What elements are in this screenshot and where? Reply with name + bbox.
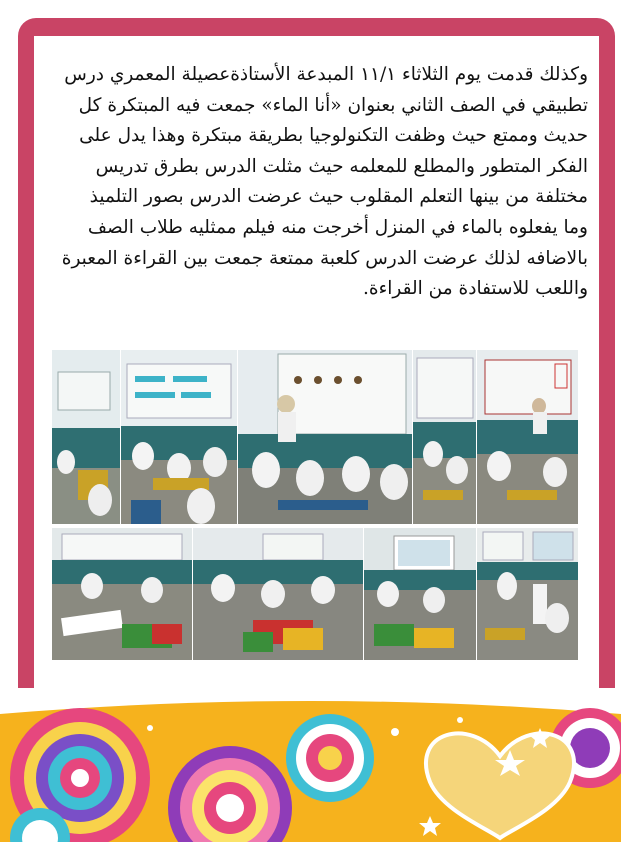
article-line-7: بالاضافه لذلك عرضت الدرس كلعبة ممتعة جمعت بين القراءة المعبرة [61,247,588,269]
article-line-5: مختلفة من بينها التعلم المقلوب حيث عرضت الدرس بصور التلميذ [89,186,588,208]
article-line-1: وكذلك قدمت يوم الثلاثاء ١١/١ المبدعة الأستاذةعصيلة المعمري درس [64,64,588,85]
article-line-2: تطبيقي في الصف الثاني بعنوان «أنا الماء» جمعت فيه المبتكرة كل [78,94,588,116]
classroom-photo-3 [238,350,412,524]
classroom-photo-4 [413,350,476,524]
article-line-6: وما يفعلوه بالماء في المنزل أخرجت منه فيلم ممثليه طلاب الصف [87,216,588,238]
article-line-4: الفكر المتطور والمطلع للمعلمه حيث مثلت الدرس بطرق تدريس [95,155,588,177]
classroom-photo-5 [477,350,578,524]
swirl-decoration-banner [0,688,621,842]
article-text [48,60,588,305]
classroom-photo-7 [193,528,363,660]
classroom-photo-6 [52,528,192,660]
classroom-photo-2 [121,350,237,524]
classroom-photo-collage [52,350,578,660]
classroom-photo-1 [52,350,120,524]
article-line-8: واللعب للاستفادة من القراءة. [363,278,588,300]
classroom-photo-8 [364,528,476,660]
classroom-photo-9 [477,528,578,660]
article-line-3: حديث وممتع حيث وظفت التكنولوجيا بطريقة مبتكرة وهذا يدل على [79,125,588,147]
